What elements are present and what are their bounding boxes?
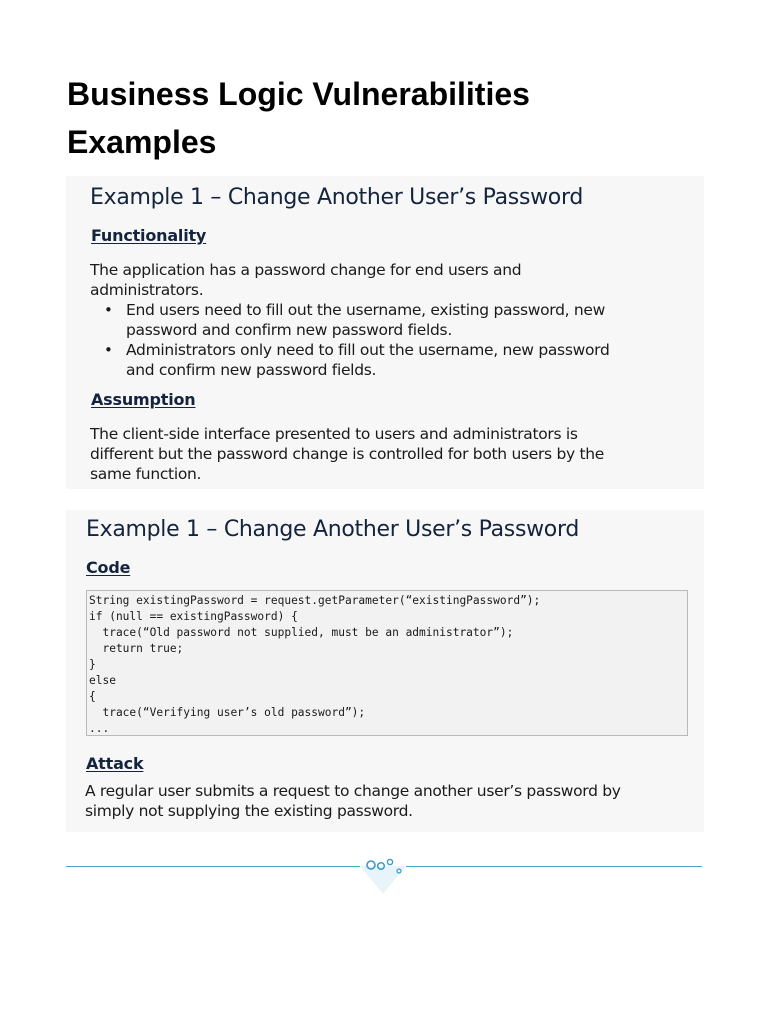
assumption-line1: The client-side interface presented to users and administrators is <box>90 425 578 443</box>
functionality-heading: Functionality <box>91 226 207 245</box>
bullet-line: password and confirm new password fields. <box>126 321 452 339</box>
assumption-line2: different but the password change is controlled for both users by the <box>90 445 605 463</box>
bullet-administrators <box>90 340 700 380</box>
code-line: return true; <box>89 642 184 655</box>
bullet-line: and confirm new password fields. <box>126 361 377 379</box>
assumption-heading: Assumption <box>91 390 196 409</box>
divider-line-left <box>66 866 360 867</box>
assumption-line3: same function. <box>90 465 202 483</box>
code-line: trace(“Old password not supplied, must be an administrator”); <box>89 626 514 639</box>
functionality-intro-line1: The application has a password change for end users and <box>90 261 522 279</box>
slide-functionality <box>66 176 704 489</box>
attack-line1: A regular user submits a request to change another user’s password by <box>85 782 621 800</box>
code-line: String existingPassword = request.getParameter(“existingPassword”); <box>89 594 541 607</box>
functionality-bullets <box>90 300 700 380</box>
bullet-dot: • <box>104 301 113 319</box>
attack-line2: simply not supplying the existing password. <box>85 802 413 820</box>
bubbles-ornament-icon <box>356 848 410 896</box>
code-line: else <box>89 674 116 687</box>
slide-code-attack <box>66 510 704 832</box>
page-title-line2: Examples <box>67 124 217 160</box>
bullet-end-users <box>90 300 700 340</box>
divider-line-right <box>406 866 702 867</box>
attack-text <box>85 781 700 821</box>
functionality-intro <box>90 260 690 300</box>
slide-title: Example 1 – Change Another User’s Password <box>86 517 579 542</box>
assumption-text <box>90 424 700 484</box>
page-title <box>67 70 707 166</box>
bullet-line: Administrators only need to fill out the username, new password <box>126 341 610 359</box>
slide-title: Example 1 – Change Another User’s Password <box>90 185 583 210</box>
functionality-intro-line2: administrators. <box>90 281 204 299</box>
page-title-line1: Business Logic Vulnerabilities <box>67 76 530 112</box>
bullet-dot: • <box>104 341 113 359</box>
code-heading: Code <box>86 558 131 577</box>
code-line: trace(“Verifying user’s old password”); <box>89 706 366 719</box>
bullet-line: End users need to fill out the username, existing password, new <box>126 301 606 319</box>
code-line: ... <box>89 722 110 735</box>
code-block <box>86 590 688 736</box>
code-line: } <box>89 658 96 671</box>
code-line: if (null == existingPassword) { <box>89 610 298 623</box>
attack-heading: Attack <box>86 754 144 773</box>
code-line: { <box>89 690 96 703</box>
